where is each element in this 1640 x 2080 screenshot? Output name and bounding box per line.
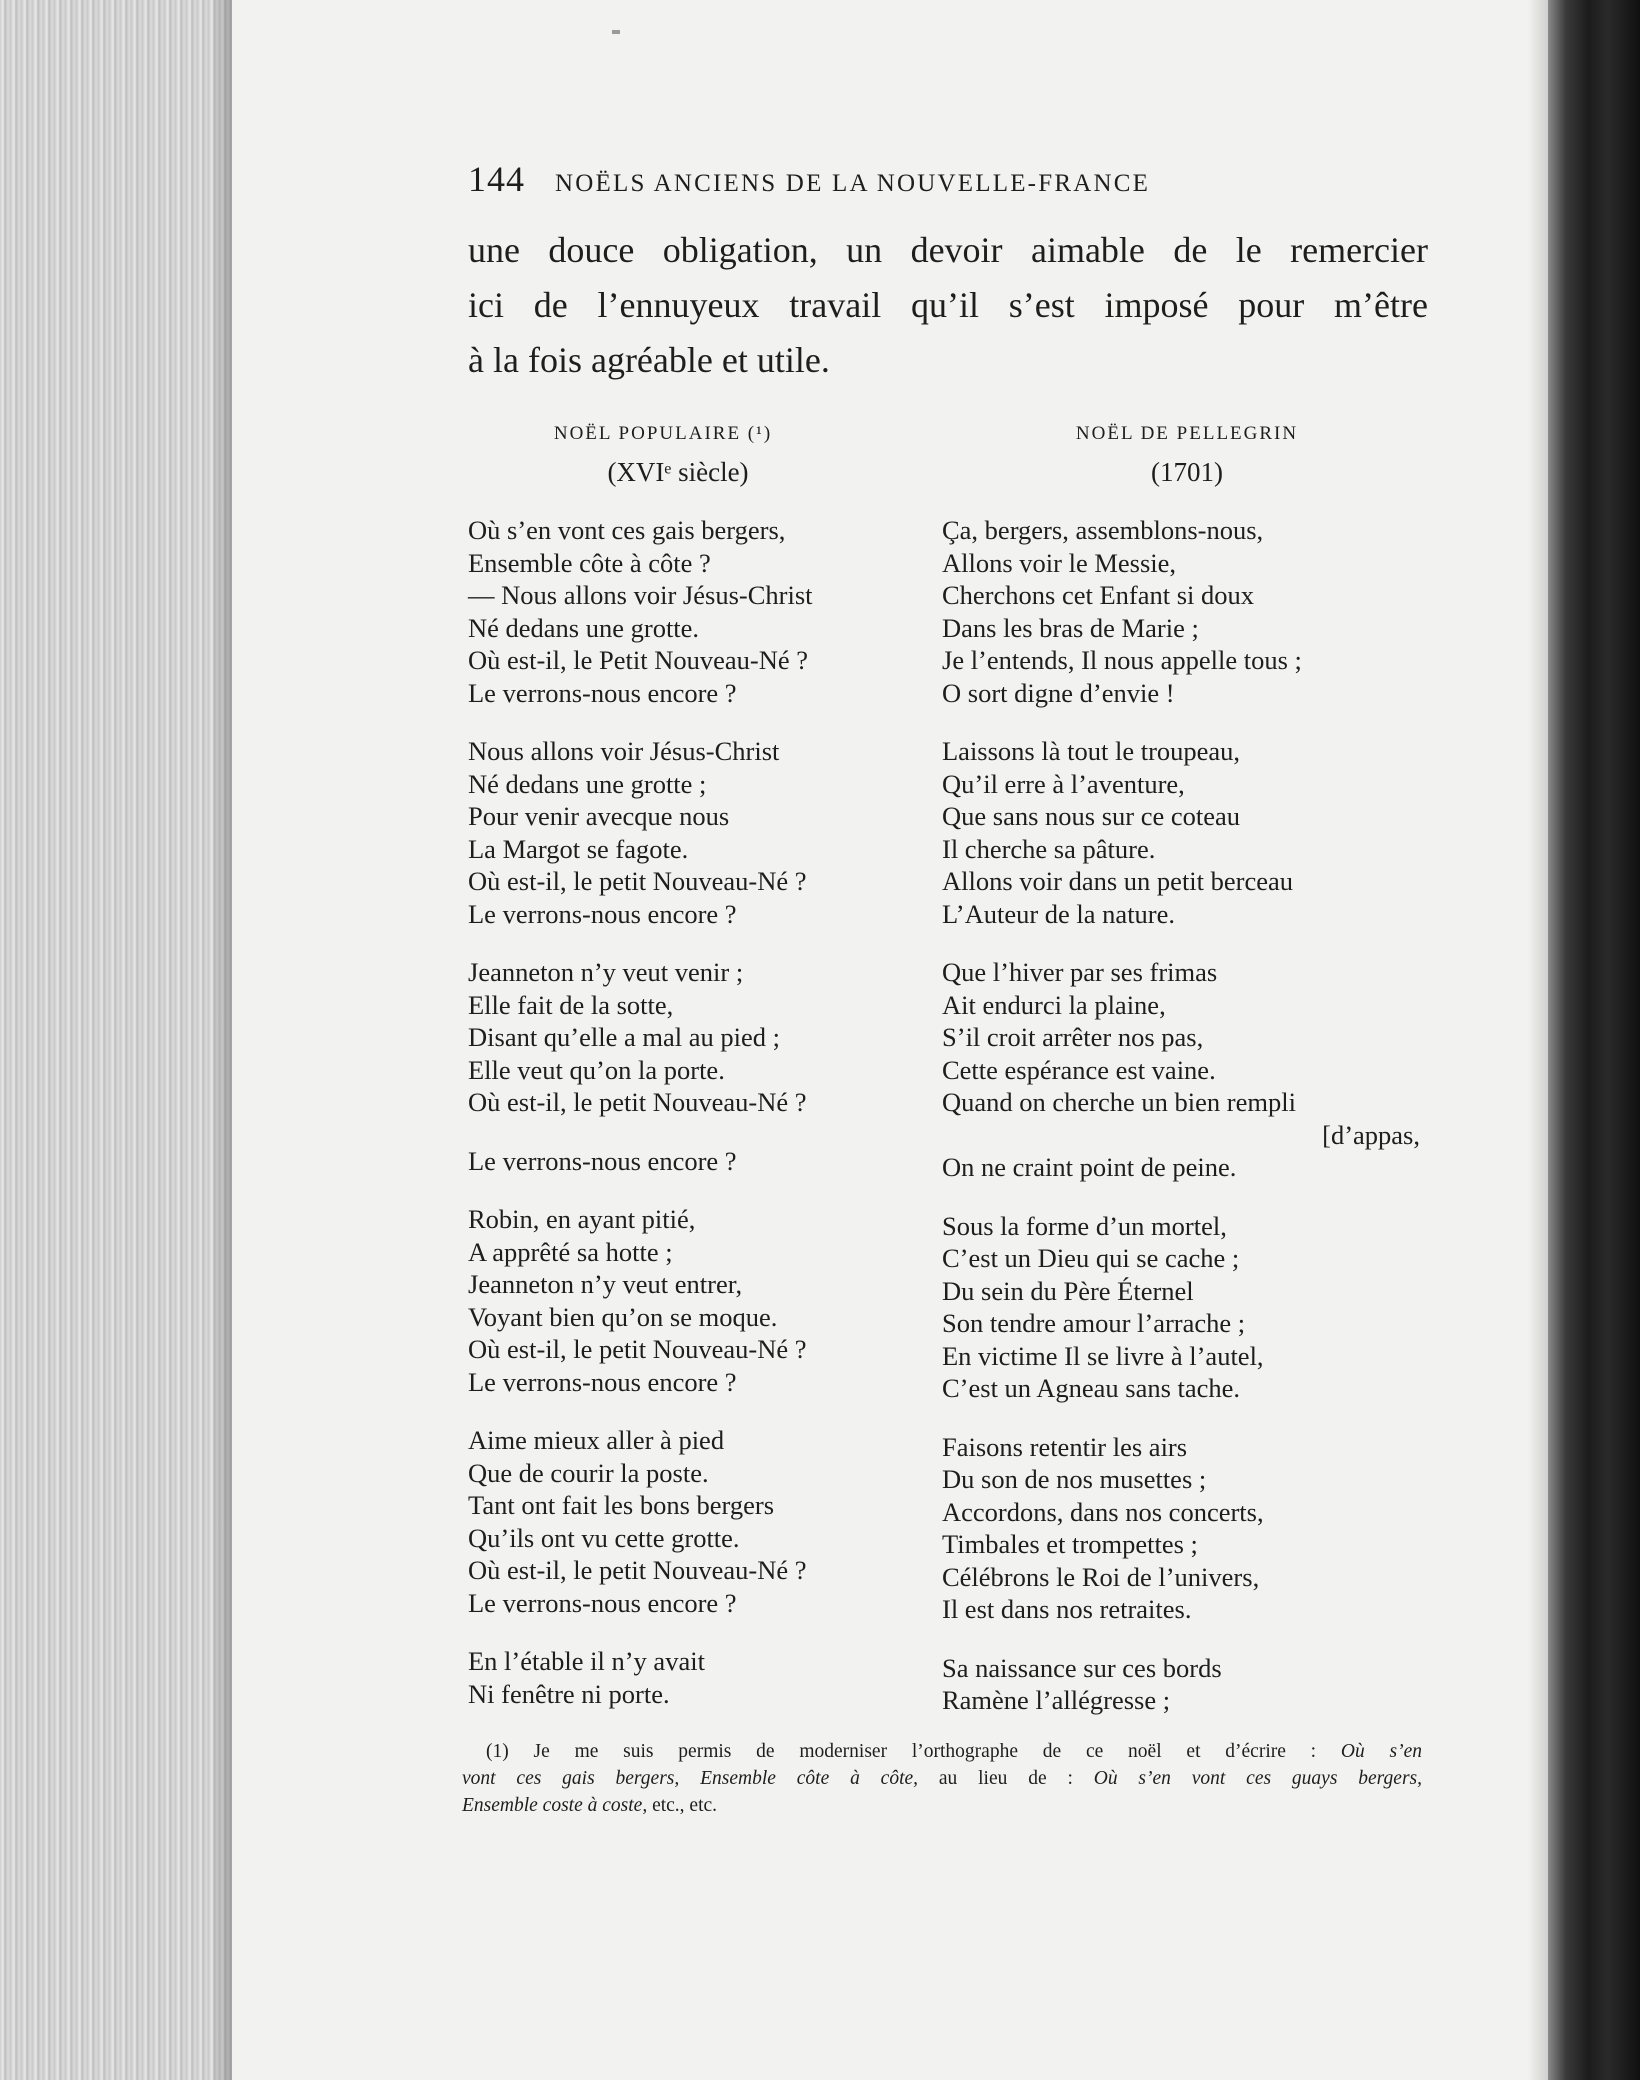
book-binding xyxy=(1548,0,1640,2080)
verse-line: Le verrons-nous encore ? xyxy=(468,677,737,708)
right-column-date: (1701) xyxy=(1151,457,1223,487)
binding-shadow xyxy=(1528,0,1548,2080)
stanza xyxy=(942,1431,1422,1626)
footnote-line xyxy=(462,1765,1422,1792)
footnote-text: etc., etc. xyxy=(647,1795,718,1816)
verse-line: Son tendre amour l’arrache ; xyxy=(942,1308,1246,1338)
verse-line: A apprêté sa hotte ; xyxy=(468,1236,673,1267)
verse-line: Où est-il, le petit Nouveau-Né ? xyxy=(468,1555,807,1585)
right-stanzas xyxy=(942,514,1422,1717)
right-column xyxy=(942,418,1422,1743)
stanza xyxy=(468,1203,888,1398)
verse-line: La Margot se fagote. xyxy=(468,833,689,864)
stanza xyxy=(468,514,888,709)
verse-line: O sort digne d’envie ! xyxy=(942,677,1175,708)
left-column-date: (XVIᵉ siècle) xyxy=(607,457,749,487)
verse-line: Elle veut qu’on la porte. xyxy=(468,1054,725,1085)
verse-line: Voyant bien qu’on se moque. xyxy=(468,1301,778,1332)
verse-line: Où est-il, le Petit Nouveau-Né ? xyxy=(468,645,808,675)
verse-line: — Nous allons voir Jésus-Christ xyxy=(468,580,813,610)
verse-line: Né dedans une grotte. xyxy=(468,612,700,643)
verse-line: Robin, en ayant pitié, xyxy=(468,1204,696,1234)
verse-line: Le verrons-nous encore ? xyxy=(468,1366,737,1397)
verse-line: Que sans nous sur ce coteau xyxy=(942,801,1241,831)
stanza xyxy=(942,735,1422,930)
intro-line: ici de l’ennuyeux travail qu’il s’est imposé pour m’être xyxy=(468,285,1428,325)
stanza xyxy=(942,514,1422,709)
page-number: 144 xyxy=(468,159,525,199)
footnote-line xyxy=(462,1792,1422,1819)
verse-line: Nous allons voir Jésus-Christ xyxy=(468,736,780,766)
stanza xyxy=(468,1645,888,1710)
verse-line: Il est dans nos retraites. xyxy=(942,1594,1192,1624)
verse-line: Le verrons-nous encore ? xyxy=(468,898,737,929)
verse-line: Le verrons-nous encore ? xyxy=(468,1145,737,1176)
footnote-quote: Ensemble coste à coste, xyxy=(462,1795,648,1816)
verse-line: Allons voir le Messie, xyxy=(942,547,1177,578)
verse-line: Ait endurci la plaine, xyxy=(942,989,1166,1020)
verse-line: Du sein du Père Éternel xyxy=(942,1275,1194,1306)
verse-line: Laissons là tout le troupeau, xyxy=(942,736,1241,766)
verse-line: Quand on cherche un bien rempli xyxy=(942,1087,1296,1117)
verse-line: Où est-il, le petit Nouveau-Né ? xyxy=(468,1087,807,1117)
stanza xyxy=(942,1652,1422,1717)
footnote-marker: (1) xyxy=(486,1741,509,1762)
verse-line: Faisons retentir les airs xyxy=(942,1431,1188,1462)
verse-line: Où est-il, le petit Nouveau-Né ? xyxy=(468,866,807,896)
verse-line: Où s’en vont ces gais bergers, xyxy=(468,515,786,545)
footnote-quote: Où s’en xyxy=(1340,1741,1422,1762)
footnote-line xyxy=(462,1738,1422,1765)
verse-line-continuation: [d’appas, xyxy=(1322,1119,1420,1150)
verse-line: Sous la forme d’un mortel, xyxy=(942,1210,1227,1241)
verse-line: Que l’hiver par ses frimas xyxy=(942,957,1218,987)
verse-line: Où est-il, le petit Nouveau-Né ? xyxy=(468,1334,807,1364)
footnote-text: Je me suis permis de moderniser l’orthographe de ce noël et d’écrire : xyxy=(508,1741,1341,1762)
footnote-quote: Où s’en vont ces guays bergers, xyxy=(1093,1768,1422,1789)
left-column xyxy=(468,418,888,1736)
verse-line: Sa naissance sur ces bords xyxy=(942,1652,1222,1683)
verse-line: Qu’il erre à l’aventure, xyxy=(942,768,1185,799)
verse-line: C’est un Agneau sans tache. xyxy=(942,1373,1241,1403)
verse-line: Célébrons le Roi de l’univers, xyxy=(942,1561,1260,1592)
verse-line: En l’étable il n’y avait xyxy=(468,1646,705,1676)
verse-line: Accordons, dans nos concerts, xyxy=(942,1496,1264,1527)
footnote-quote: vont ces gais bergers, Ensemble côte à côte, xyxy=(462,1768,919,1789)
verse-line: On ne craint point de peine. xyxy=(942,1152,1237,1182)
verse-line: Aime mieux aller à pied xyxy=(468,1425,725,1455)
verse-line: Pour venir avecque nous xyxy=(468,801,730,831)
intro-paragraph xyxy=(468,223,1428,388)
verse-line: Ensemble côte à côte ? xyxy=(468,547,711,578)
verse-line: Né dedans une grotte ; xyxy=(468,768,707,799)
verse-line: Qu’ils ont vu cette grotte. xyxy=(468,1522,740,1553)
verse-line: Dans les bras de Marie ; xyxy=(942,612,1199,643)
left-stanzas xyxy=(468,514,888,1710)
verse-line: L’Auteur de la nature. xyxy=(942,898,1176,929)
verse-line: Je l’entends, Il nous appelle tous ; xyxy=(942,645,1302,675)
stanza xyxy=(468,1424,888,1619)
book-page-edges xyxy=(0,0,232,2080)
running-title: NOËLS ANCIENS DE LA NOUVELLE-FRANCE xyxy=(555,170,1151,197)
verse-line: Que de courir la poste. xyxy=(468,1457,709,1488)
intro-line: à la fois agréable et utile. xyxy=(468,340,830,380)
footnote-text: au lieu de : xyxy=(918,1768,1094,1789)
stanza xyxy=(942,956,1422,1184)
footnote xyxy=(462,1738,1422,1819)
right-column-title: NOËL DE PELLEGRIN xyxy=(1075,423,1299,444)
verse-line: Cherchons cet Enfant si doux xyxy=(942,580,1255,610)
verse-line: Le verrons-nous encore ? xyxy=(468,1587,737,1618)
stanza xyxy=(942,1210,1422,1405)
stanza xyxy=(468,956,888,1177)
left-column-title: NOËL POPULAIRE (¹) xyxy=(553,423,773,444)
verse-line: Cette espérance est vaine. xyxy=(942,1054,1216,1085)
stanza xyxy=(468,735,888,930)
intro-line: une douce obligation, un devoir aimable de le remercier xyxy=(468,230,1428,270)
running-head xyxy=(468,158,1308,200)
verse-line: C’est un Dieu qui se cache ; xyxy=(942,1243,1240,1273)
verse-line: Tant ont fait les bons bergers xyxy=(468,1490,775,1520)
verse-line: Du son de nos musettes ; xyxy=(942,1464,1207,1494)
verse-line: S’il croit arrêter nos pas, xyxy=(942,1022,1204,1052)
verse-line: Timbales et trompettes ; xyxy=(942,1529,1198,1559)
verse-line: En victime Il se livre à l’autel, xyxy=(942,1340,1264,1371)
verse-line: Disant qu’elle a mal au pied ; xyxy=(468,1022,781,1052)
verse-line: Ramène l’allégresse ; xyxy=(942,1685,1171,1715)
scan-mark xyxy=(612,30,620,34)
verse-line: Jeanneton n’y veut venir ; xyxy=(468,957,744,987)
verse-line: Il cherche sa pâture. xyxy=(942,833,1156,864)
verse-line: Allons voir dans un petit berceau xyxy=(942,866,1294,896)
verse-line: Elle fait de la sotte, xyxy=(468,989,674,1020)
verse-line: Ni fenêtre ni porte. xyxy=(468,1678,670,1709)
verse-line: Ça, bergers, assemblons-nous, xyxy=(942,515,1264,545)
verse-line: Jeanneton n’y veut entrer, xyxy=(468,1269,743,1299)
